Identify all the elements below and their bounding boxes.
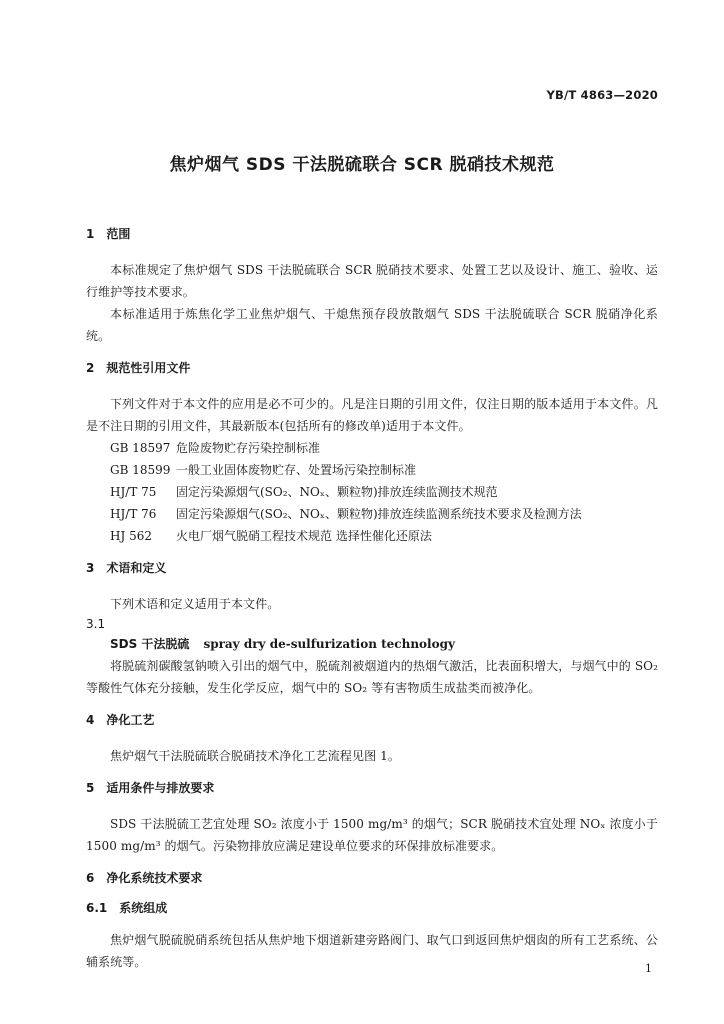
term-number: 3.1	[86, 617, 106, 631]
scope-paragraph-1: 本标准规定了焦炉烟气 SDS 干法脱硫联合 SCR 脱硝技术要求、处置工艺以及设计、施工、验收、运行维护等技术要求。	[86, 263, 658, 299]
section-4-heading	[86, 711, 658, 729]
reference-code: HJ 562	[110, 529, 152, 543]
subsection-6-1-heading	[86, 899, 658, 917]
section-3-heading	[86, 559, 658, 577]
terms-intro: 下列术语和定义适用于本文件。	[110, 597, 280, 611]
conditions-paragraph: SDS 干法脱硫工艺宜处理 SO₂ 浓度小于 1500 mg/m³ 的烟气；SCR 脱硝技术宜处理 NOₓ 浓度小于 1500 mg/m³ 的烟气。污染物排放应满足建设单位要求的环保排放标准要求。	[86, 817, 658, 853]
process-paragraph: 焦炉烟气干法脱硫联合脱硝技术净化工艺流程见图 1。	[110, 749, 400, 763]
reference-item	[110, 525, 658, 547]
section-number: 1	[86, 227, 95, 241]
page-number: 1	[645, 962, 652, 975]
reference-title: 危险废物贮存污染控制标准	[176, 441, 321, 455]
reference-code: HJ/T 75	[110, 485, 157, 499]
reference-item	[110, 437, 658, 459]
section-number: 4	[86, 713, 95, 727]
section-title: 术语和定义	[106, 561, 167, 575]
section-title: 规范性引用文件	[106, 361, 191, 375]
reference-title: 火电厂烟气脱硝工程技术规范 选择性催化还原法	[176, 529, 432, 543]
reference-item	[110, 503, 658, 525]
reference-item	[110, 481, 658, 503]
subsection-number: 6.1	[86, 901, 108, 915]
system-composition-paragraph: 焦炉烟气脱硫脱硝系统包括从焦炉地下烟道新建旁路阀门、取气口到返回焦炉烟囱的所有工艺系统、公辅系统等。	[86, 933, 658, 969]
section-title: 范围	[106, 227, 131, 241]
section-number: 6	[86, 871, 95, 885]
reference-title: 固定污染源烟气(SO₂、NOₓ、颗粒物)排放连续监测系统技术要求及检测方法	[176, 507, 582, 521]
term-chinese: SDS 干法脱硫	[110, 637, 190, 651]
term-english: spray dry de-sulfurization technology	[203, 637, 455, 651]
term-heading	[110, 633, 658, 655]
standard-code: YB/T 4863—2020	[546, 88, 658, 102]
term-definition: 将脱硫剂碳酸氢钠喷入引出的烟气中，脱硫剂被烟道内的热烟气激活，比表面积增大，与烟气中的 SO₂ 等酸性气体充分接触，发生化学反应，烟气中的 SO₂ 等有害物质生成盐类而被净化。	[86, 659, 658, 695]
reference-title: 一般工业固体废物贮存、处置场污染控制标准	[176, 463, 417, 477]
references-intro: 下列文件对于本文件的应用是必不可少的。凡是注日期的引用文件，仅注日期的版本适用于本文件。凡是不注日期的引用文件，其最新版本(包括所有的修改单)适用于本文件。	[86, 397, 658, 433]
section-number: 5	[86, 781, 95, 795]
section-6-heading	[86, 869, 658, 887]
reference-code: HJ/T 76	[110, 507, 157, 521]
document-title: 焦炉烟气 SDS 干法脱硫联合 SCR 脱硝技术规范	[169, 155, 555, 175]
section-number: 2	[86, 361, 95, 375]
section-number: 3	[86, 561, 95, 575]
reference-code: GB 18597	[110, 441, 171, 455]
subsection-title: 系统组成	[119, 901, 168, 915]
section-title: 适用条件与排放要求	[106, 781, 215, 795]
document-body	[86, 225, 658, 973]
section-title: 净化工艺	[106, 713, 155, 727]
section-1-heading	[86, 225, 658, 243]
scope-paragraph-2: 本标准适用于炼焦化学工业焦炉烟气、干熄焦预存段放散烟气 SDS 干法脱硫联合 SCR 脱硝净化系统。	[86, 307, 658, 343]
section-title: 净化系统技术要求	[106, 871, 203, 885]
section-5-heading	[86, 779, 658, 797]
reference-code: GB 18599	[110, 463, 171, 477]
section-2-heading	[86, 359, 658, 377]
reference-title: 固定污染源烟气(SO₂、NOₓ、颗粒物)排放连续监测技术规范	[176, 485, 498, 499]
reference-item	[110, 459, 658, 481]
